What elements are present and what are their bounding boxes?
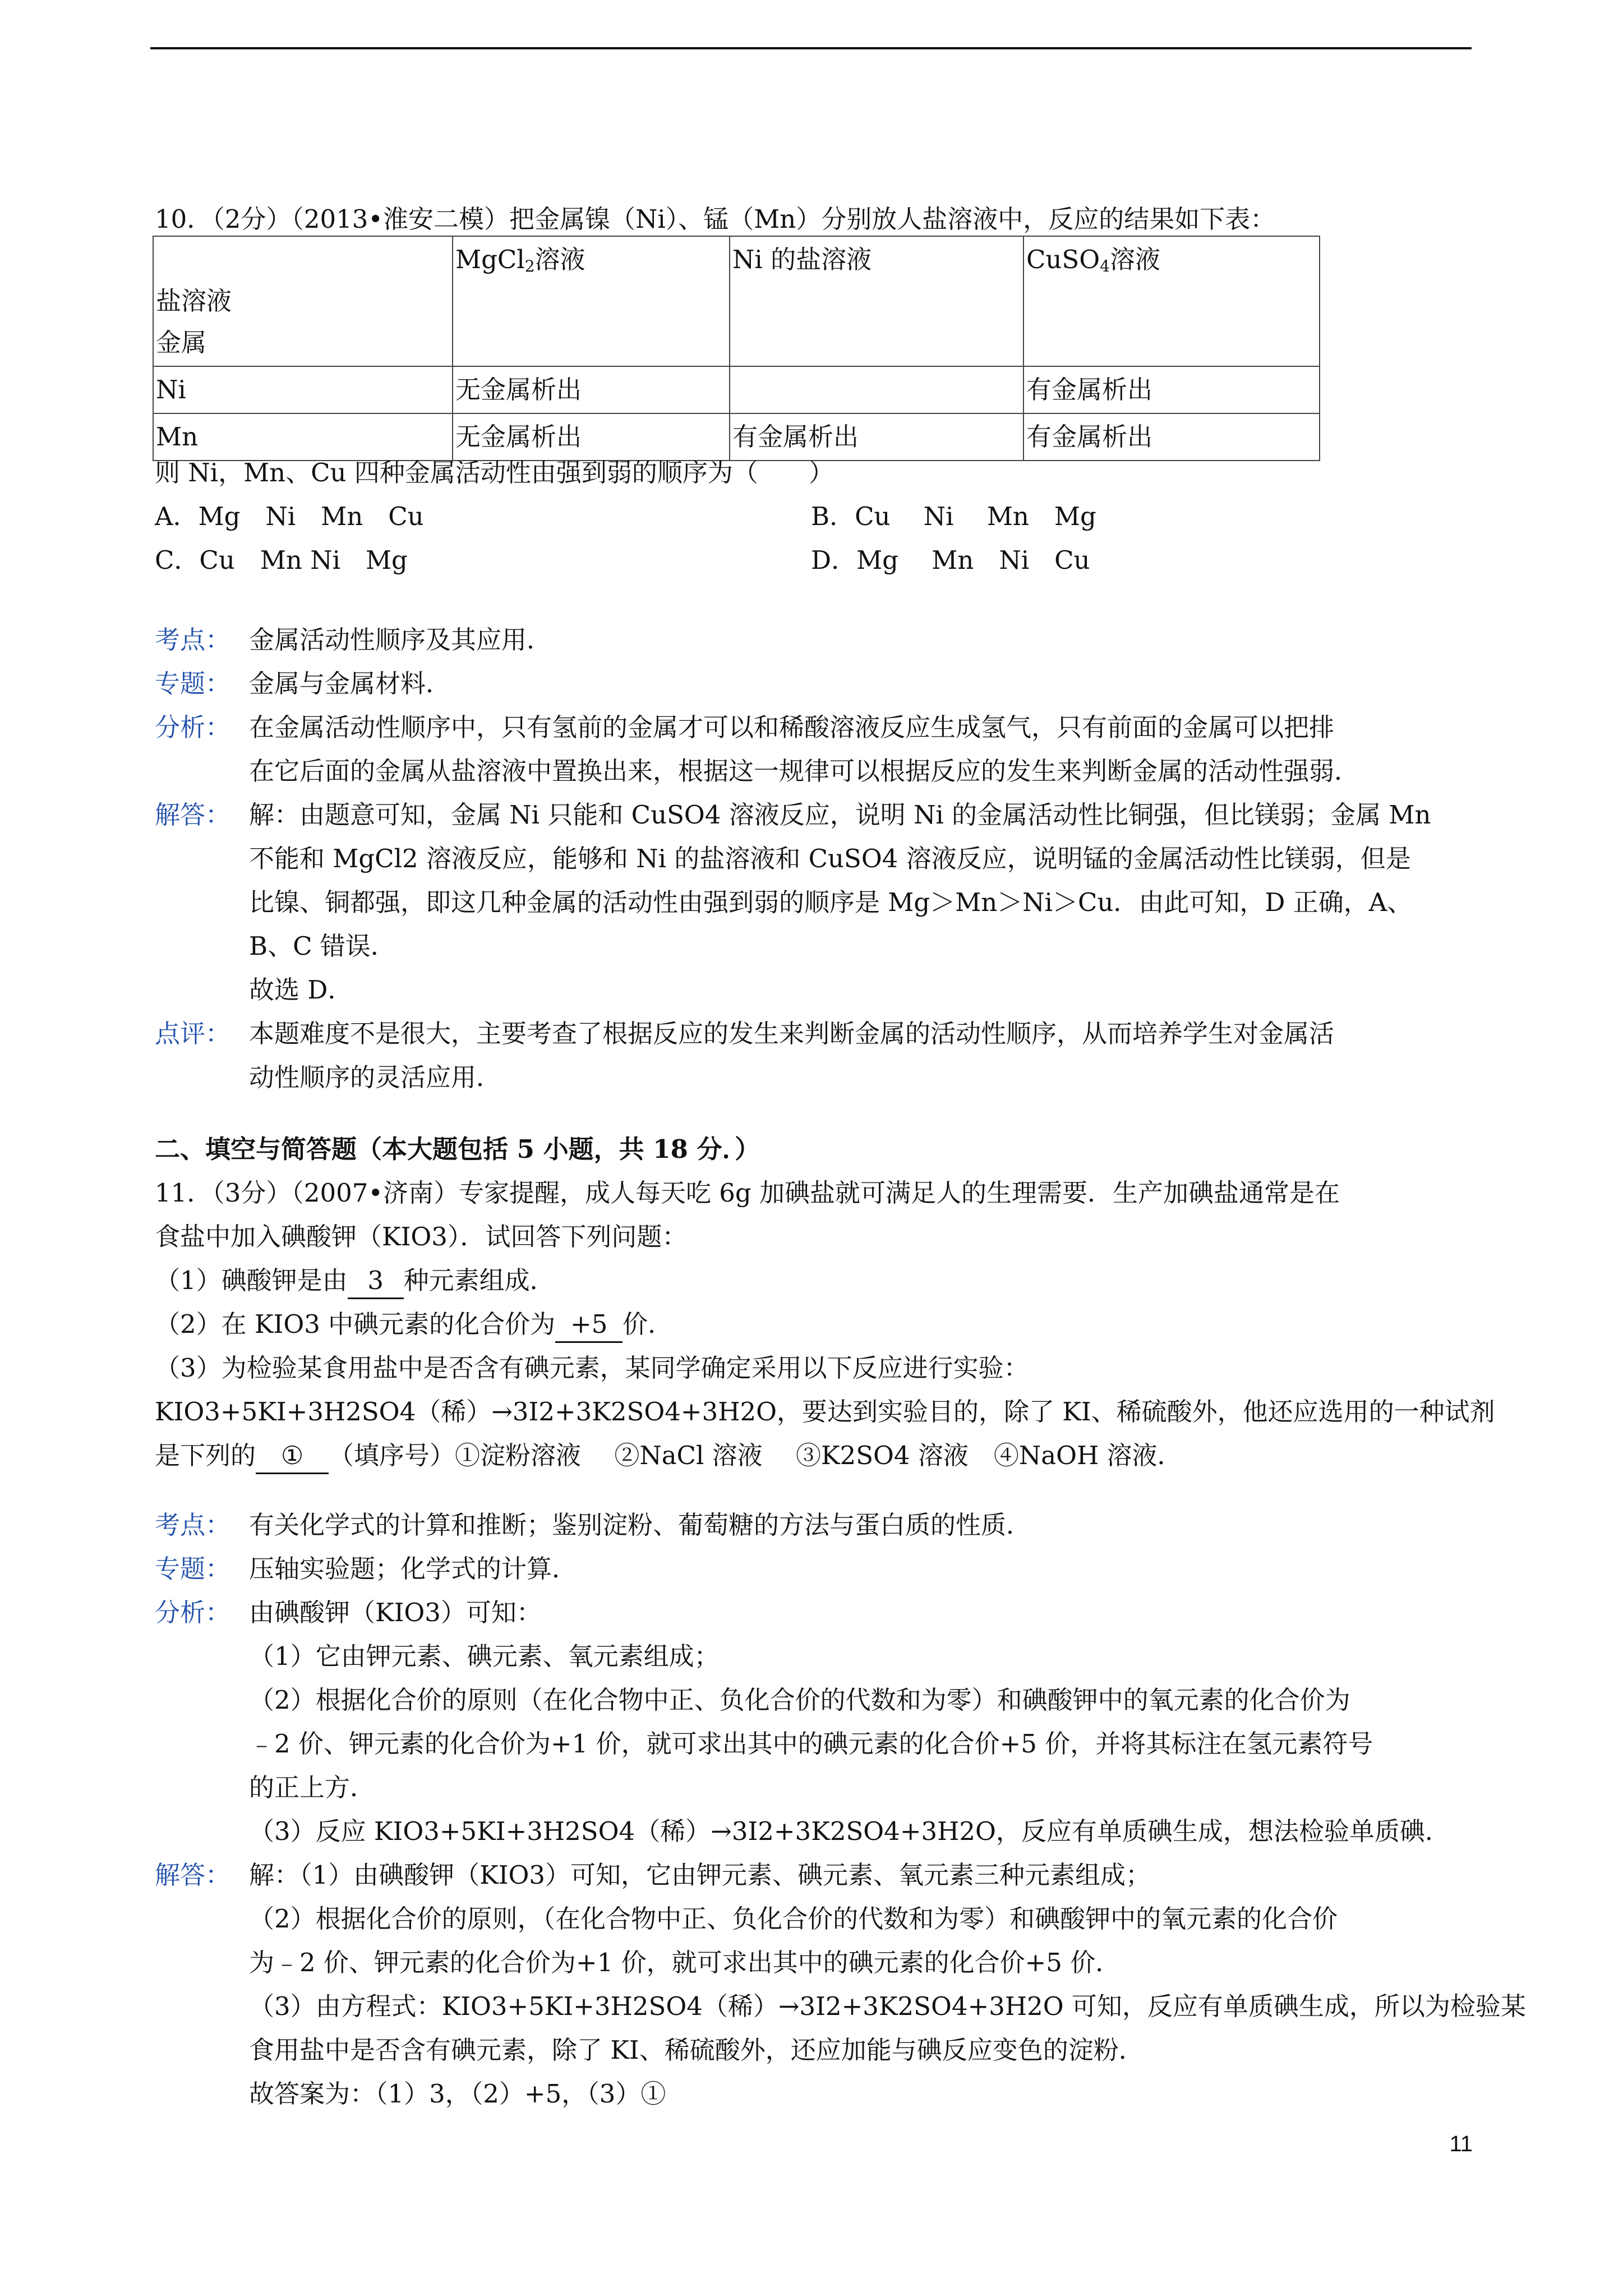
- table-header-mgcl2: MgCl$_2$溶液: [453, 236, 730, 366]
- answer-blank: +5: [555, 1308, 623, 1343]
- dianping-tag: 点评：: [155, 1019, 231, 1048]
- q10-body: [155, 451, 1476, 582]
- kaodian-tag: 考点：: [155, 625, 231, 655]
- table-cell: 无金属析出: [453, 413, 730, 461]
- option-a: A．Mg Ni Mn Cu: [155, 501, 424, 531]
- answer-blank: ①: [256, 1439, 329, 1474]
- q10-stem: 10．（2分）（2013•淮安二模）把金属镍（Ni）、锰（Mn）分别放人盐溶液中，反应的结果如下表：: [155, 204, 1276, 234]
- q10-options-cd: [155, 539, 1476, 582]
- q10-question: 则 Ni，Mn、Cu 四种金属活动性由强到弱的顺序为（ ）: [155, 458, 834, 487]
- q11-part3-answer: 是下列的 ① （填序号）①淀粉溶液 ②NaCl 溶液 ③K2SO4 溶液 ④NaOH 溶液．: [155, 1434, 1476, 1478]
- zhuanti-tag: 专题：: [155, 669, 231, 698]
- q10-options-ab: [155, 495, 1476, 539]
- q11-equation: KIO3+5KI+3H2SO4（稀）→3I2+3K2SO4+3H2O，要达到实验目的，除了 KI、稀硫酸外，他还应选用的一种试剂: [155, 1397, 1495, 1427]
- zhuanti-tag: 专题：: [155, 1554, 231, 1584]
- table-cell: [730, 366, 1023, 413]
- table-cell: 有金属析出: [730, 413, 1023, 461]
- table-cell: 有金属析出: [1023, 366, 1320, 413]
- q11-part2: （2）在 KIO3 中碘元素的化合价为 +5 价．: [155, 1303, 1476, 1346]
- table-row-metal: Mn: [153, 413, 453, 461]
- fenxi-tag: 分析：: [155, 1598, 231, 1627]
- q11-body: 11．（3分）（2007•济南）专家提醒，成人每天吃 6g 加碘盐就可满足人的生理需要．生产加碘盐通常是在 食盐中加入碘酸钾（KIO3）．试回答下列问题： （1）碘酸钾是由 3 种元素组成． （2）在 KIO3 中碘元素的化合价为 +5 价． （3）为检验某食用盐中是否含有碘元素，某同学确定采用以下反应进行实验： KIO3+5KI+3H2SO4（稀）→3I2+3K2SO4+3H2O，要达到实验目的，除了 KI、稀硫酸外，他还应选用的一种试剂 是下列的 ① （填序号）①淀粉溶液 ②NaCl 溶液 ③K2SO4 溶液 ④NaOH 溶液．: [155, 1171, 1476, 1478]
- fenxi-tag: 分析：: [155, 712, 231, 742]
- table-row-metal: Ni: [153, 366, 453, 413]
- page-number: 11: [1449, 2132, 1473, 2156]
- kaodian-tag: 考点：: [155, 1510, 231, 1540]
- option-d: D．Mg Mn Ni Cu: [811, 545, 1090, 575]
- option-b: B．Cu Ni Mn Mg: [811, 501, 1096, 531]
- q10-explanation: 考点： 金属活动性顺序及其应用． 专题： 金属与金属材料． 分析： 在金属活动性顺序中，只有氢前的金属才可以和稀酸溶液反应生成氢气，只有前面的金属可以把排 在它后面的金属从盐溶液中置换出来，根据这一规律可以根据反应的发生来判断金属的活动性强弱． 解答： 解：由题意可知，金属 Ni 只能和 CuSO4 溶液反应，说明 Ni 的金属活动性比铜强，但比镁弱；金属 Mn 不能和 MgCl2 溶液反应，能够和 Ni 的盐溶液和 CuSO4 溶液反应，说明锰的金属活动性比镁弱，但是 比镍、铜都强，即这几种金属的活动性由强到弱的顺序是 Mg＞Mn＞Ni＞Cu．由此可知，D 正确，A、 B、C 错误． 故选 D． 点评： 本题难度不是很大，主要考查了根据反应的发生来判断金属的活动性顺序，从而培养学生对金属活 动性顺序的灵活应用．: [155, 618, 1476, 1099]
- section-heading: 二、填空与简答题（本大题包括 5 小题，共 18 分．）: [155, 1134, 760, 1164]
- table-cell: 无金属析出: [453, 366, 730, 413]
- table-header-cuso4: CuSO$_4$溶液: [1023, 236, 1320, 366]
- option-c: C．Cu Mn Ni Mg: [155, 545, 408, 575]
- q11-part1: （1）碘酸钾是由 3 种元素组成．: [155, 1259, 1476, 1303]
- reaction-table: [153, 236, 1320, 461]
- jieda-tag: 解答：: [155, 1860, 231, 1890]
- answer-blank: 3: [348, 1264, 404, 1299]
- q11-part3: （3）为检验某食用盐中是否含有碘元素，某同学确定采用以下反应进行实验：: [155, 1353, 1029, 1383]
- table-header-ni-salt: Ni 的盐溶液: [730, 236, 1023, 366]
- table-cell: 有金属析出: [1023, 413, 1320, 461]
- q11-explanation: 考点： 有关化学式的计算和推断；鉴别淀粉、葡萄糖的方法与蛋白质的性质． 专题： 压轴实验题；化学式的计算． 分析： 由碘酸钾（KIO3）可知： （1）它由钾元素、碘元素、氧元素组成； （2）根据化合价的原则（在化合物中正、负化合价的代数和为零）和碘酸钾中的氧元素的化合价为 ﹣2 价、钾元素的化合价为+1 价，就可求出其中的碘元素的化合价+5 价，并将其标注在氢元素符号 的正上方． （3）反应 KIO3+5KI+3H2SO4（稀）→3I2+3K2SO4+3H2O，反应有单质碘生成，想法检验单质碘． 解答： 解：（1）由碘酸钾（KIO3）可知，它由钾元素、碘元素、氧元素三种元素组成； （2）根据化合价的原则，（在化合物中正、负化合价的代数和为零）和碘酸钾中的氧元素的化合价 为﹣2 价、钾元素的化合价为+1 价，就可求出其中的碘元素的化合价+5 价． （3）由方程式：KIO3+5KI+3H2SO4（稀）→3I2+3K2SO4+3H2O 可知，反应有单质碘生成，所以为检验某 食用盐中是否含有碘元素，除了 KI、稀硫酸外，还应加能与碘反应变色的淀粉． 故答案为：（1）3，（2）+5，（3）①: [155, 1503, 1476, 2116]
- table-corner-cell: 盐溶液 金属: [153, 236, 453, 366]
- header-rule: [150, 47, 1472, 49]
- jieda-tag: 解答：: [155, 800, 231, 830]
